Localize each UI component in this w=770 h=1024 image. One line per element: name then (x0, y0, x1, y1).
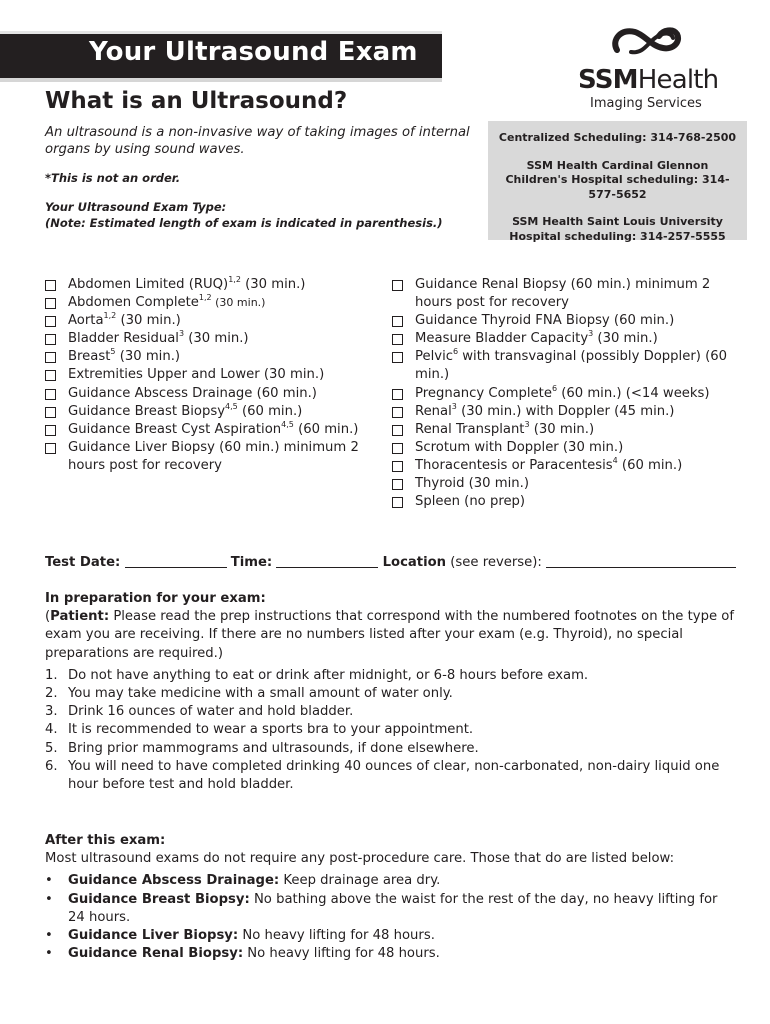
test-date-label: Test Date: (45, 555, 121, 570)
exam-option[interactable] (392, 312, 732, 330)
exam-option[interactable] (392, 439, 732, 457)
exam-option[interactable] (45, 439, 385, 475)
after-heading: After this exam: (45, 833, 166, 848)
exam-label: Breast$^5$ (30 min.) (68, 347, 181, 365)
exam-label: Guidance Breast Cyst Aspiration$^{4,5}$ (60 min.) (68, 419, 359, 437)
cardinal-glennon-scheduling: SSM Health Cardinal Glennon Children's Hospital scheduling: 314-577-5652 (505, 158, 730, 201)
exam-option[interactable] (392, 348, 732, 384)
exam-option[interactable] (45, 385, 385, 403)
exam-checkbox[interactable] (45, 316, 56, 327)
exam-label: Guidance Renal Biopsy (60 min.) minimum 2 hours post for recovery (415, 277, 711, 311)
exam-checkbox[interactable] (392, 389, 403, 400)
appointment-form-line (45, 554, 736, 570)
exam-checkbox[interactable] (45, 425, 56, 436)
after-exam-section (45, 832, 735, 963)
scheduling-box (488, 121, 747, 243)
location-note: (see reverse): (450, 555, 542, 570)
exam-type-heading (45, 199, 443, 231)
exam-label: Thoracentesis or Paracentesis$^4$ (60 min.) (415, 455, 683, 473)
exam-checkbox[interactable] (45, 370, 56, 381)
prep-step: 2. You may take medicine with a small amount of water only. (45, 686, 453, 702)
logo-subtitle: Imaging Services (590, 96, 702, 111)
exam-label: Pelvic$^6$ with transvaginal (possibly Doppler) (60 min.) (415, 347, 728, 383)
footnote-ref: 1,2 (198, 293, 212, 303)
logo-wordmark: SSMHealth (578, 65, 719, 95)
after-care-item: • Guidance Abscess Drainage: Keep drainage area dry. (45, 873, 441, 889)
not-order-notice: *This is not an order. (45, 171, 181, 185)
exam-label: Guidance Breast Biopsy$^{4,5}$ (60 min.) (68, 401, 303, 419)
slu-scheduling: SSM Health Saint Louis University Hospital scheduling: 314-257-5555 (509, 215, 726, 243)
title-bar (0, 31, 442, 82)
footnote-ref: 4 (612, 455, 618, 465)
exam-list-left (45, 276, 385, 475)
exam-label: Renal Transplant$^3$ (30 min.) (415, 419, 595, 437)
exam-label: Guidance Liver Biopsy (60 min.) minimum 2 hours post for recovery (68, 439, 359, 473)
exam-checkbox[interactable] (45, 280, 56, 291)
footnote-ref: 3 (178, 329, 185, 339)
exam-label: Measure Bladder Capacity$^3$ (30 min.) (415, 329, 658, 347)
exam-option[interactable] (392, 493, 732, 511)
after-description: Most ultrasound exams do not require any post-procedure care. Those that do are listed below: (45, 851, 675, 867)
prep-step: 5. Bring prior mammograms and ultrasounds, if done elsewhere. (45, 740, 479, 756)
prep-step: 4. It is recommended to wear a sports bra to your appointment. (45, 722, 474, 738)
exam-checkbox[interactable] (392, 461, 403, 472)
intro-description: An ultrasound is a non-invasive way of taking images of internal organs by using sound waves. (45, 125, 470, 157)
exam-label: Extremities Upper and Lower (30 min.) (68, 367, 325, 383)
exam-label: Pregnancy Complete$^6$ (60 min.) (<14 weeks) (415, 383, 710, 401)
exam-label: Abdomen Limited (RUQ)$^{1,2}$ (30 min.) (68, 275, 306, 292)
central-scheduling: Centralized Scheduling: 314-768-2500 (498, 131, 737, 144)
exam-option[interactable] (45, 348, 385, 366)
exam-option[interactable] (45, 330, 385, 348)
exam-label: Abdomen Complete$^{1,2}$ (30 min.) (68, 293, 266, 311)
exam-option[interactable] (45, 276, 385, 294)
exam-checkbox[interactable] (392, 334, 403, 345)
time-field[interactable] (276, 554, 378, 568)
exam-checkbox[interactable] (45, 407, 56, 418)
time-label: Time: (230, 555, 273, 570)
prep-step: 6. You will need to have completed drinking 40 ounces of clear, non-carbonated, non-dairy liquid one hour before test and hold bladder. (45, 758, 720, 793)
footnote-ref: 6 (551, 383, 558, 393)
page-title: Your Ultrasound Exam (89, 37, 418, 67)
footnote-ref: 3 (524, 419, 530, 429)
prep-step: 3. Drink 16 ounces of water and hold bladder. (45, 704, 354, 720)
exam-label: Guidance Thyroid FNA Biopsy (60 min.) (415, 313, 675, 329)
exam-label: Bladder Residual$^3$ (30 min.) (68, 329, 249, 347)
exam-checkbox[interactable] (392, 316, 403, 327)
prep-instructions: (Patient: Please read the prep instructions that correspond with the numbered footnotes on the type of exam you are receiving. If there are no numbers listed after your exam (e.g. Thyroid), no special preparations are required.) (45, 609, 734, 661)
exam-label: Guidance Abscess Drainage (60 min.) (68, 385, 317, 401)
exam-checkbox[interactable] (45, 298, 56, 309)
exam-checkbox[interactable] (45, 389, 56, 400)
exam-option[interactable] (392, 276, 732, 312)
exam-checkbox[interactable] (392, 425, 403, 436)
exam-checkbox[interactable] (392, 479, 403, 490)
footnote-ref: 1,2 (103, 311, 117, 321)
exam-checkbox[interactable] (45, 352, 56, 363)
exam-checkbox[interactable] (392, 280, 403, 291)
exam-option[interactable] (392, 421, 732, 439)
exam-type-label: Your Ultrasound Exam Type: (45, 200, 227, 214)
exam-label: Scrotum with Doppler (30 min.) (415, 439, 624, 455)
exam-option[interactable] (45, 403, 385, 421)
prep-heading: In preparation for your exam: (45, 591, 266, 606)
exam-option[interactable] (45, 366, 385, 384)
location-field[interactable] (546, 554, 736, 568)
footnote-ref: 6 (452, 347, 459, 357)
after-care-list (45, 872, 735, 963)
prep-section (45, 590, 735, 794)
exam-option[interactable] (392, 330, 732, 348)
exam-option[interactable] (45, 421, 385, 439)
exam-option[interactable] (392, 457, 732, 475)
footnote-ref: 4,5 (225, 401, 238, 411)
after-care-item: • Guidance Breast Biopsy: No bathing above the waist for the rest of the day, no heavy lifting for 24 hours. (45, 891, 718, 925)
exam-option[interactable] (45, 294, 385, 312)
footnote-ref: 3 (451, 401, 457, 411)
exam-option[interactable] (392, 385, 732, 403)
prep-steps (45, 667, 735, 794)
exam-list-right (392, 276, 732, 511)
test-date-field[interactable] (125, 554, 227, 568)
footnote-ref: 1,2 (228, 275, 241, 284)
exam-label: Aorta$^{1,2}$ (30 min.) (68, 311, 181, 329)
footnote-ref: 5 (110, 347, 116, 357)
exam-option[interactable] (45, 312, 385, 330)
exam-label: Renal$^3$ (30 min.) with Doppler (45 min.) (415, 401, 675, 419)
footnote-ref: 3 (588, 329, 594, 339)
exam-type-note: (Note: Estimated length of exam is indicated in parenthesis.) (45, 216, 443, 230)
exam-checkbox[interactable] (392, 497, 403, 508)
ssm-swirl-icon (611, 24, 685, 58)
exam-checkbox[interactable] (45, 443, 56, 454)
prep-step: 1. Do not have anything to eat or drink after midnight, or 6-8 hours before exam. (45, 667, 589, 683)
exam-checkbox[interactable] (392, 407, 403, 418)
exam-option[interactable] (392, 475, 732, 493)
after-care-item: • Guidance Liver Biopsy: No heavy lifting for 48 hours. (45, 928, 435, 944)
after-care-item: • Guidance Renal Biopsy: No heavy lifting for 48 hours. (45, 946, 440, 962)
intro-heading: What is an Ultrasound? (45, 88, 348, 114)
exam-checkbox[interactable] (392, 352, 403, 363)
exam-checkbox[interactable] (45, 334, 56, 345)
location-label: Location (382, 555, 447, 570)
exam-label: Spleen (no prep) (415, 494, 526, 510)
exam-label: Thyroid (30 min.) (415, 476, 529, 492)
footnote-ref: 4,5 (281, 419, 294, 429)
exam-option[interactable] (392, 403, 732, 421)
exam-checkbox[interactable] (392, 443, 403, 454)
